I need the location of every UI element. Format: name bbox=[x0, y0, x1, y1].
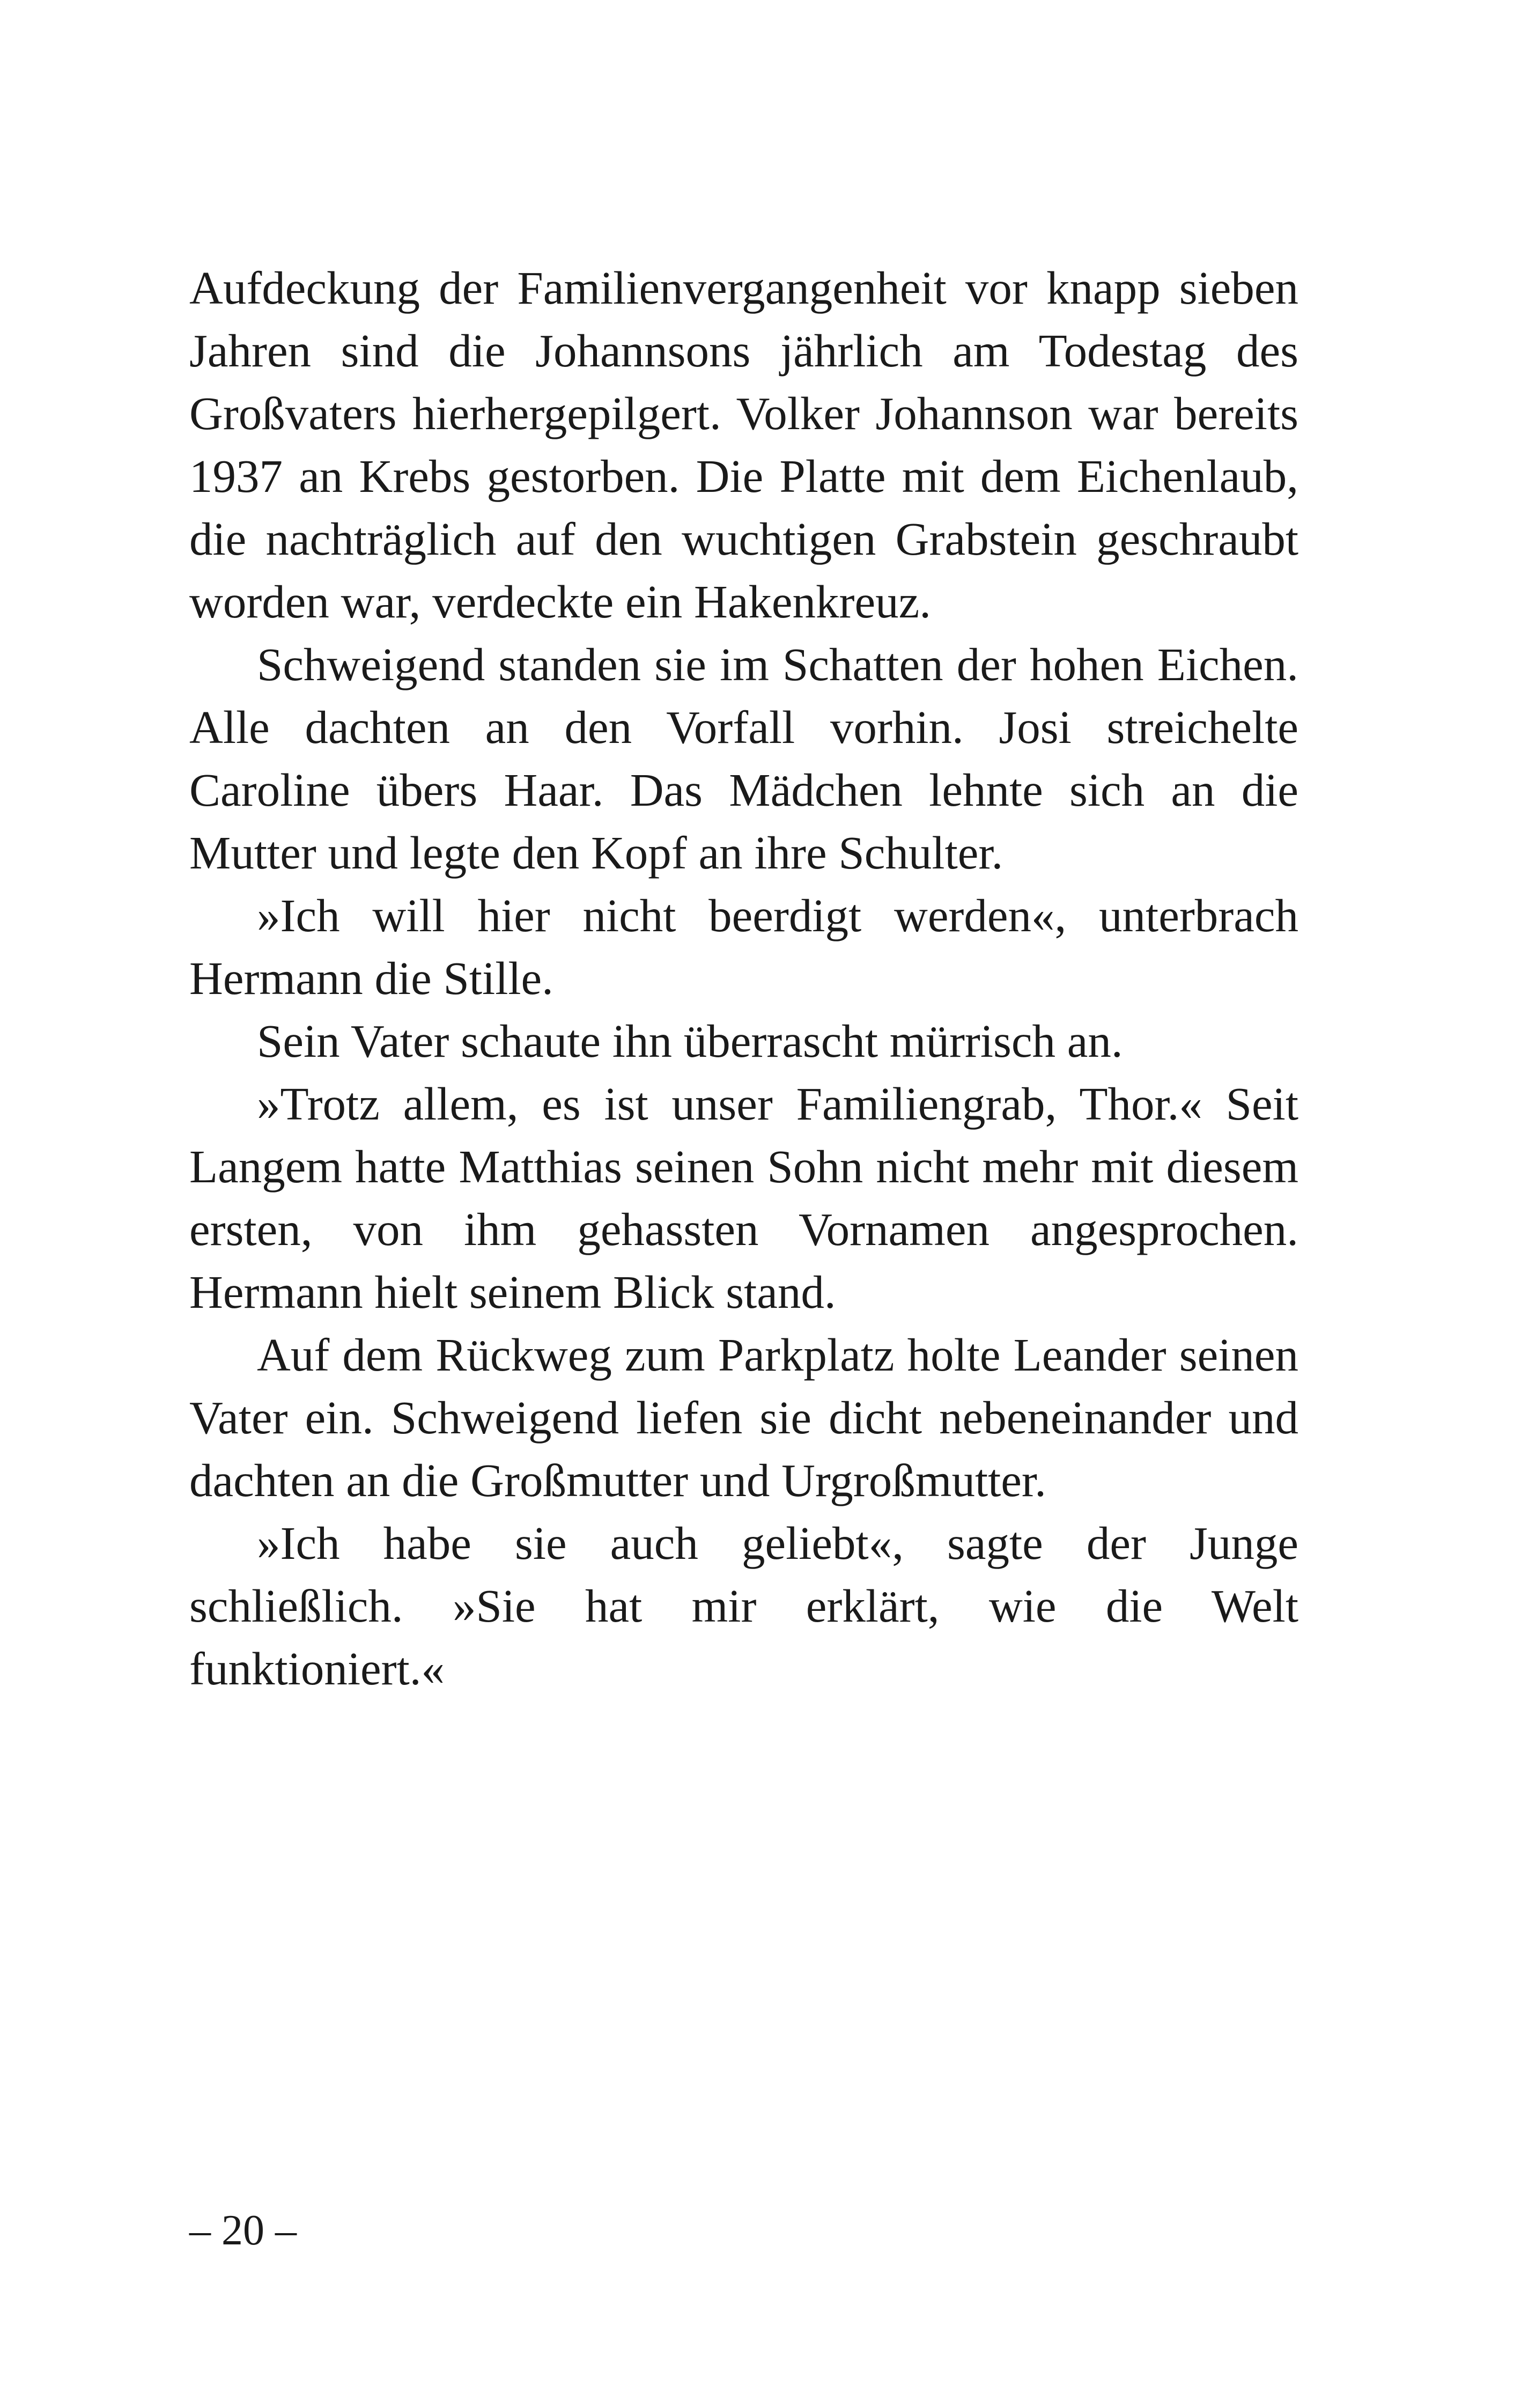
paragraph-5: »Trotz allem, es ist unser Familiengrab, Thor.« Seit Langem hatte Matthias seinen Sohn nicht mehr mit diesem ersten, von ihm gehassten Vornamen angesprochen. Hermann hielt seinem Blick stand. bbox=[189, 1078, 1298, 1318]
paragraph-6: Auf dem Rückweg zum Parkplatz holte Leander seinen Vater ein. Schweigend liefen sie dicht nebeneinander und dachten an die Großmutter und Urgroßmutter. bbox=[189, 1329, 1298, 1506]
page-number: – 20 – bbox=[189, 2207, 297, 2254]
paragraph-3: »Ich will hier nicht beerdigt werden«, unterbrach Hermann die Stille. bbox=[189, 889, 1298, 1004]
paragraph-7: »Ich habe sie auch geliebt«, sagte der Junge schließlich. »Sie hat mir erklärt, wie die Welt funktioniert.« bbox=[189, 1517, 1298, 1695]
paragraph-4: Sein Vater schaute ihn überrascht mürrisch an. bbox=[257, 1015, 1123, 1067]
paragraph-2: Schweigend standen sie im Schatten der hohen Eichen. Alle dachten an den Vorfall vorhin. Josi streichelte Caroline übers Haar. Das Mädchen lehnte sich an die Mutter und legte den Kopf an ihre Schulter. bbox=[189, 638, 1298, 879]
paragraph-1: Aufdeckung der Familienvergangenheit vor knapp sieben Jahren sind die Johannsons jährlich am Todestag des Großvaters hierhergepilgert. Volker Johannson war bereits 1937 an Krebs gestorben. Die Platte mit dem Eichenlaub, die nachträglich auf den wuchtigen Grabstein geschraubt worden war, verdeckte ein Hakenkreuz. bbox=[189, 262, 1298, 628]
body-text bbox=[189, 256, 1298, 1700]
